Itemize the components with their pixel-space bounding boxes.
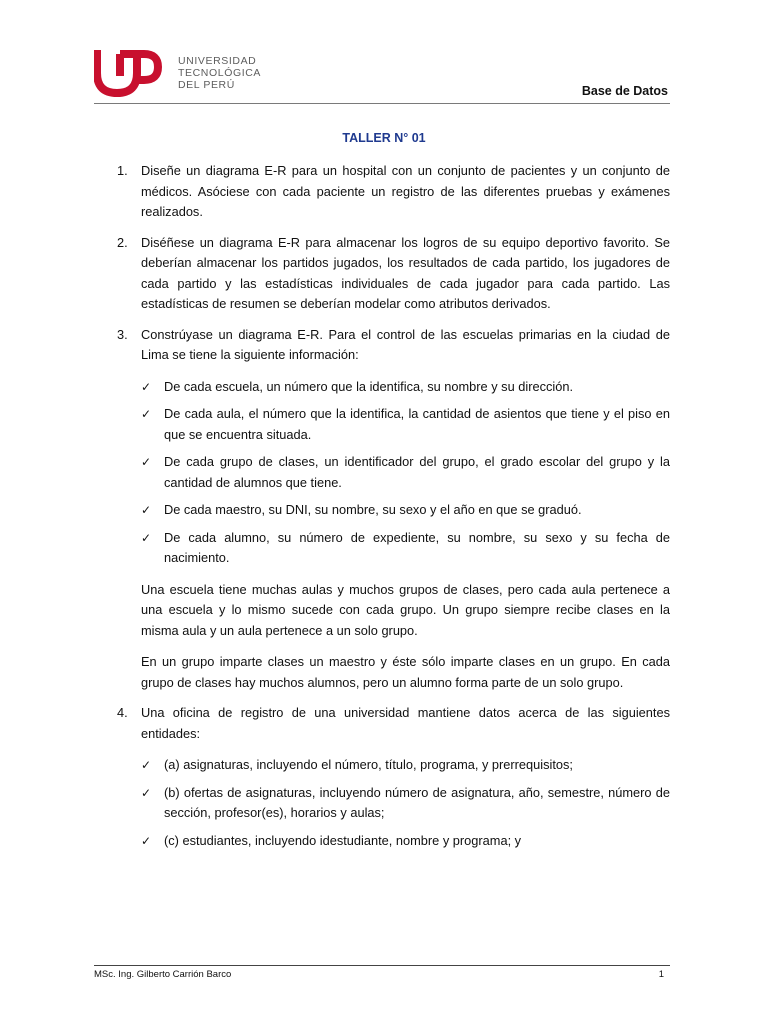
checkmark-icon: ✓ (141, 833, 152, 848)
item-text: Diséñese un diagrama E-R para almacenar los logros de su equipo deportivo favorito. Se deberían almacenar los partidos jugados, los resultados de cada partido, los jugadores de cada partido y las estadísticas individuales de cada jugador para cada partido. Las estadísticas de resumen se deberían modelar como atributos derivados. (141, 234, 670, 311)
checkmark-icon: ✓ (141, 407, 152, 421)
check-item-text: (b) ofertas de asignaturas, incluyendo número de asignatura, año, semestre, número de sección, profesor(es), horarios y aulas; (164, 784, 670, 820)
item-number: 1. (117, 163, 128, 178)
document-title: TALLER N° 01 (342, 131, 426, 145)
university-logo (94, 46, 274, 98)
check-item (141, 452, 670, 493)
document-body (94, 161, 670, 861)
item-number: 2. (117, 234, 128, 250)
footer-author: MSc. Ing. Gilberto Carrión Barco (94, 969, 232, 980)
item-text: Una oficina de registro de una universidad mantiene datos acerca de las siguientes entidades: (141, 705, 670, 741)
check-item (141, 755, 670, 776)
check-item (141, 377, 670, 398)
checkmark-icon: ✓ (141, 379, 152, 394)
check-item-text: De cada grupo de clases, un identificador del grupo, el grado escolar del grupo y la cantidad de alumnos que tiene. (164, 454, 670, 490)
paragraph: En un grupo imparte clases un maestro y éste sólo imparte clases en un grupo. En cada grupo de clases hay muchos alumnos, pero un alumno forma parte de un solo grupo. (141, 654, 670, 690)
university-name (178, 55, 261, 91)
check-item (141, 831, 670, 852)
check-item (141, 528, 670, 569)
university-name-line-3: DEL PERÚ (178, 79, 235, 91)
item-text: Diseñe un diagrama E-R para un hospital con un conjunto de pacientes y un conjunto de médicos. Asóciese con cada paciente un registro de las diferentes pruebas y exámenes realizados. (141, 163, 670, 219)
check-item-text: (c) estudiantes, incluyendo idestudiante, nombre y programa; y (164, 832, 522, 848)
list-item-4 (94, 703, 670, 851)
course-name: Base de Datos (581, 84, 668, 98)
checkmark-icon: ✓ (141, 758, 152, 772)
page-number: 1 (658, 969, 664, 980)
check-item-text: De cada alumno, su número de expediente, su nombre, su sexo y su fecha de nacimiento. (164, 529, 670, 565)
check-item (141, 404, 670, 445)
university-name-line-1: UNIVERSIDAD (178, 55, 257, 67)
checkmark-icon: ✓ (141, 455, 152, 469)
checkmark-icon: ✓ (141, 503, 152, 517)
list-item-2 (94, 233, 670, 315)
check-list (141, 755, 670, 851)
checkmark-icon: ✓ (141, 530, 152, 545)
header-divider (94, 103, 670, 104)
list-item-3 (94, 325, 670, 694)
list-item-1 (94, 161, 670, 223)
paragraph: Una escuela tiene muchas aulas y muchos grupos de clases, pero cada aula pertenece a una escuela y lo mismo sucede con cada grupo. Un grupo siempre recibe clases en la misma aula y un aula pertenece a un solo grupo. (141, 581, 670, 638)
check-item (141, 500, 670, 521)
item-text: Constrúyase un diagrama E-R. Para el control de las escuelas primarias en la ciudad de Lima se tiene la siguiente información: (141, 326, 670, 362)
footer-divider (94, 965, 670, 966)
check-item-text: De cada maestro, su DNI, su nombre, su sexo y el año en que se graduó. (164, 502, 582, 517)
check-item-text: De cada escuela, un número que la identifica, su nombre y su dirección. (164, 378, 574, 394)
check-item-text: (a) asignaturas, incluyendo el número, título, programa, y prerrequisitos; (164, 757, 573, 772)
check-list (141, 377, 670, 569)
university-name-line-2: TECNOLÓGICA (178, 67, 262, 79)
item-number: 3. (117, 326, 128, 342)
utp-logo-mark (94, 46, 170, 98)
check-item-text: De cada aula, el número que la identifica, la cantidad de asientos que tiene y el piso en que se encuentra situada. (164, 406, 670, 442)
item-number: 4. (117, 705, 128, 720)
checkmark-icon: ✓ (141, 785, 152, 800)
check-item (141, 783, 670, 824)
